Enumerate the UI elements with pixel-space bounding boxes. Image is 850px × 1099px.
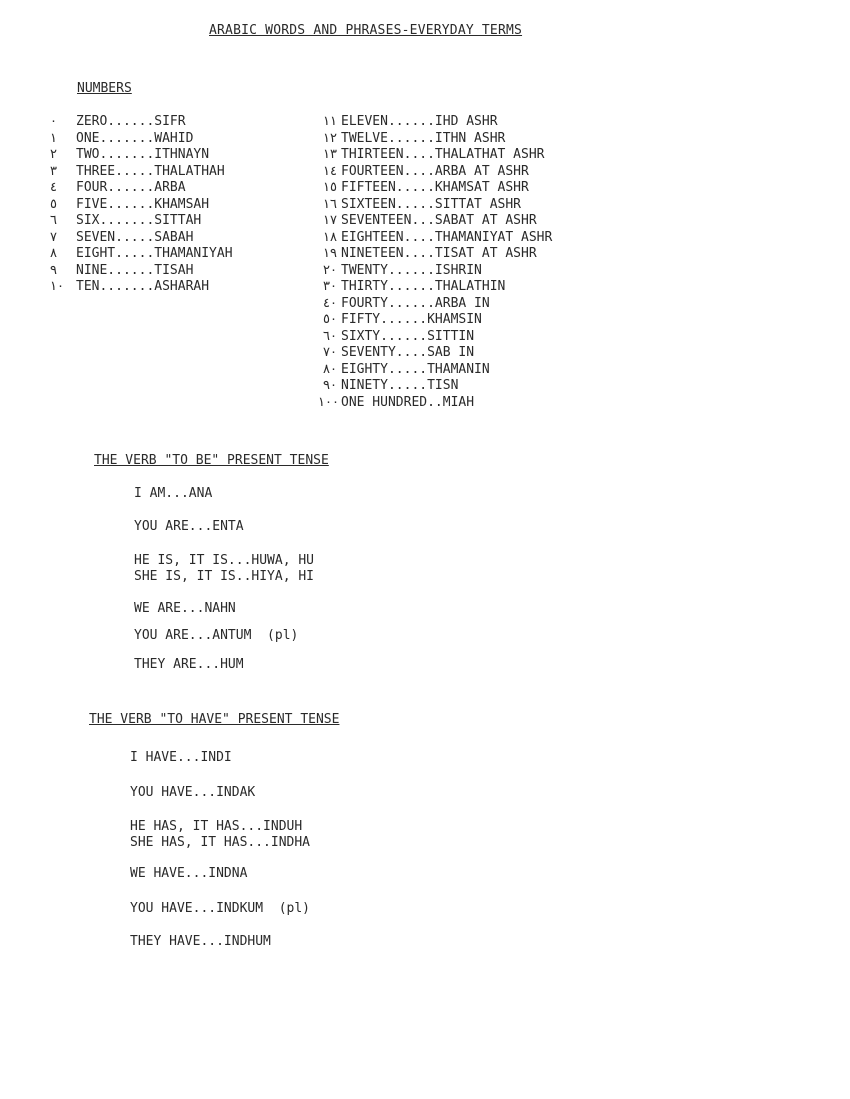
list-item: [50, 114, 233, 131]
list-item: [50, 230, 233, 247]
list-item: [318, 180, 552, 197]
to-be-line: YOU ARE...ANTUM (pl): [134, 628, 299, 643]
arabic-numeral: ١: [50, 130, 57, 146]
arabic-numeral: ١١: [323, 114, 337, 129]
number-term: FIVE......KHAMSAH: [76, 196, 210, 212]
list-item: [318, 246, 552, 263]
to-have-line: SHE HAS, IT HAS...INDHA: [130, 835, 311, 850]
list-item: [318, 345, 552, 362]
number-term: EIGHTY.....THAMANIN: [341, 361, 490, 377]
number-term: THIRTY......THALATHIN: [341, 279, 506, 294]
list-item: [50, 164, 233, 181]
arabic-numeral: ١٦: [323, 196, 337, 212]
list-item: [318, 378, 552, 395]
number-term: ZERO......SIFR: [76, 114, 186, 129]
list-item: [318, 329, 552, 346]
arabic-numeral: ٢٠: [323, 262, 337, 278]
arabic-numeral: ٤: [50, 180, 57, 195]
arabic-numeral: ٩٠: [323, 378, 337, 393]
number-term: TWENTY......ISHRIN: [341, 262, 482, 278]
arabic-numeral: ٣: [50, 163, 57, 179]
list-item: [318, 279, 552, 296]
arabic-numeral: ٣٠: [323, 279, 337, 294]
list-item: [50, 263, 233, 280]
arabic-numeral: ٦٠: [323, 328, 337, 344]
numbers-list-right: [318, 114, 552, 411]
number-term: FIFTEEN.....KHAMSAT ASHR: [341, 180, 529, 195]
number-term: NINETEEN....TISAT AT ASHR: [341, 246, 537, 261]
arabic-numeral: ١٨: [323, 229, 337, 245]
number-term: THIRTEEN....THALATHAT ASHR: [341, 147, 545, 162]
number-term: FIFTY......KHAMSIN: [341, 312, 482, 327]
arabic-numeral: ١٠: [50, 279, 64, 294]
number-term: SEVENTY....SAB IN: [341, 345, 475, 360]
list-item: [318, 395, 552, 412]
to-be-line: SHE IS, IT IS..HIYA, HI: [134, 569, 315, 584]
numbers-list-left: [50, 114, 233, 296]
arabic-numeral: ١٠٠: [318, 394, 339, 410]
number-term: ELEVEN......IHD ASHR: [341, 114, 498, 129]
number-term: SEVEN.....SABAH: [76, 229, 194, 245]
list-item: [50, 180, 233, 197]
number-term: ONE.......WAHID: [76, 130, 194, 146]
list-item: [318, 213, 552, 230]
number-term: NINE......TISAH: [76, 262, 194, 278]
arabic-numeral: ٨٠: [323, 361, 337, 377]
list-item: [318, 263, 552, 280]
to-have-line: THEY HAVE...INDHUM: [130, 934, 271, 949]
list-item: [50, 279, 233, 296]
arabic-numeral: ٠: [50, 114, 57, 129]
list-item: [50, 147, 233, 164]
number-term: SIXTEEN.....SITTAT ASHR: [341, 196, 522, 212]
number-term: EIGHTEEN....THAMANIYAT ASHR: [341, 229, 553, 245]
arabic-numeral: ١٢: [323, 130, 337, 146]
list-item: [50, 197, 233, 214]
arabic-numeral: ٥: [50, 196, 57, 212]
to-be-line: YOU ARE...ENTA: [134, 519, 244, 534]
to-have-line: HE HAS, IT HAS...INDUH: [130, 819, 303, 834]
arabic-numeral: ٦: [50, 213, 57, 228]
to-have-line: YOU HAVE...INDKUM (pl): [130, 901, 311, 916]
list-item: [318, 230, 552, 247]
number-term: FOUR......ARBA: [76, 180, 186, 195]
arabic-numeral: ٨: [50, 246, 57, 261]
arabic-numeral: ٢: [50, 147, 57, 162]
to-have-line: YOU HAVE...INDAK: [130, 785, 256, 800]
arabic-numeral: ٩: [50, 262, 57, 278]
number-term: TWELVE......ITHN ASHR: [341, 130, 506, 146]
list-item: [318, 147, 552, 164]
to-be-heading: THE VERB "TO BE" PRESENT TENSE: [94, 453, 329, 468]
to-have-line: WE HAVE...INDNA: [130, 866, 248, 881]
number-term: FOURTEEN....ARBA AT ASHR: [341, 163, 529, 179]
number-term: SEVENTEEN...SABAT AT ASHR: [341, 213, 537, 228]
list-item: [50, 213, 233, 230]
to-be-line: HE IS, IT IS...HUWA, HU: [134, 553, 315, 568]
number-term: NINETY.....TISN: [341, 378, 459, 393]
list-item: [318, 114, 552, 131]
arabic-numeral: ٧: [50, 229, 57, 245]
arabic-numeral: ١٧: [323, 213, 337, 228]
arabic-numeral: ١٥: [323, 180, 337, 195]
number-term: FOURTY......ARBA IN: [341, 295, 490, 311]
number-term: TWO.......ITHNAYN: [76, 147, 210, 162]
to-be-line: WE ARE...NAHN: [134, 601, 236, 616]
list-item: [318, 362, 552, 379]
arabic-numeral: ١٤: [323, 163, 337, 179]
document-title: ARABIC WORDS AND PHRASES-EVERYDAY TERMS: [209, 23, 523, 38]
number-term: TEN.......ASHARAH: [76, 279, 210, 294]
list-item: [50, 131, 233, 148]
list-item: [318, 131, 552, 148]
arabic-numeral: ١٩: [323, 246, 337, 261]
list-item: [50, 246, 233, 263]
list-item: [318, 164, 552, 181]
numbers-heading: NUMBERS: [77, 81, 132, 96]
arabic-numeral: ٧٠: [323, 345, 337, 360]
arabic-numeral: ٤٠: [323, 295, 337, 311]
list-item: [318, 197, 552, 214]
to-be-line: THEY ARE...HUM: [134, 657, 244, 672]
list-item: [318, 312, 552, 329]
list-item: [318, 296, 552, 313]
number-term: THREE.....THALATHAH: [76, 163, 225, 179]
number-term: ONE HUNDRED..MIAH: [341, 394, 475, 410]
to-be-line: I AM...ANA: [134, 486, 213, 501]
number-term: SIXTY......SITTIN: [341, 328, 475, 344]
arabic-numeral: ٥٠: [323, 312, 337, 327]
arabic-numeral: ١٣: [323, 147, 337, 162]
to-have-line: I HAVE...INDI: [130, 750, 232, 765]
to-have-heading: THE VERB "TO HAVE" PRESENT TENSE: [89, 712, 340, 727]
number-term: SIX.......SITTAH: [76, 213, 202, 228]
number-term: EIGHT.....THAMANIYAH: [76, 246, 233, 261]
